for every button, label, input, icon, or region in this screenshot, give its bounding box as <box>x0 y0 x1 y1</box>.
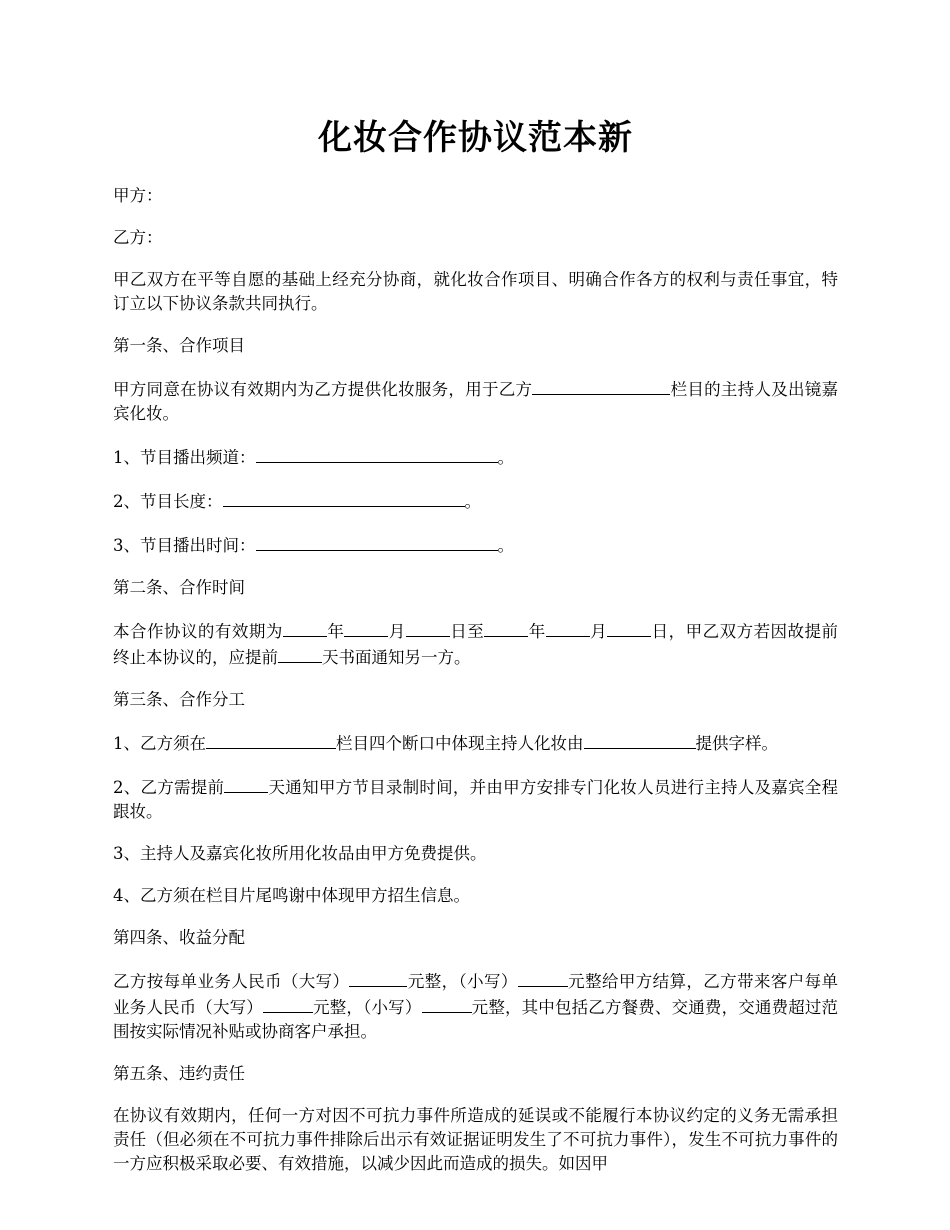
length-blank <box>223 488 465 507</box>
text: 天书面通知另一方。 <box>322 648 471 667</box>
article-1-text-end: 栏目的主持人及出镜嘉宾化妆。 <box>113 380 839 423</box>
start-year-blank <box>283 618 327 637</box>
text: 本合作协议的有效期为 <box>113 622 283 641</box>
party-a-line: 甲方： <box>113 186 163 205</box>
advance-days-blank <box>224 774 268 793</box>
amount-upper-blank <box>349 968 407 987</box>
client-amount-lower-blank <box>422 994 472 1013</box>
start-month-blank <box>344 618 388 637</box>
article-4-body <box>113 968 838 1044</box>
item-label: 3、节目播出时间： <box>113 536 256 555</box>
text: 元整，（小写） <box>407 972 518 991</box>
article-1-item-length <box>113 488 838 514</box>
notice-days-blank <box>278 644 322 663</box>
article-4-heading: 第四条、收益分配 <box>113 928 245 947</box>
day-to-label: 日至 <box>449 622 485 641</box>
text: 元整，其中包括乙方餐费、交通费，交通费超过范围按实际情况补贴或协商客户承担。 <box>113 998 839 1041</box>
start-day-blank <box>406 618 450 637</box>
provider-blank <box>584 730 696 749</box>
item-end: 。 <box>497 536 514 555</box>
month-label: 月 <box>388 622 406 641</box>
text: 提供字样。 <box>695 734 778 753</box>
text: 天通知甲方节目录制时间，并由甲方安排专门化妆人员进行主持人及嘉宾全程跟妆。 <box>113 778 839 821</box>
text: 栏目四个断口中体现主持人化妆由 <box>336 734 584 753</box>
text: 元整，（小写） <box>312 998 422 1017</box>
channel-blank <box>256 444 498 463</box>
amount-lower-blank <box>518 968 568 987</box>
item-end: 。 <box>497 448 514 467</box>
party-b-line: 乙方： <box>113 228 163 247</box>
article-1-heading: 第一条、合作项目 <box>113 336 245 355</box>
end-year-blank <box>484 618 528 637</box>
end-month-blank <box>546 618 590 637</box>
article-1-text-start: 甲方同意在协议有效期内为乙方提供化妆服务，用于乙方 <box>113 380 533 399</box>
article-3-item-3: 3、主持人及嘉宾化妆所用化妆品由甲方免费提供。 <box>113 844 487 863</box>
article-2-body <box>113 618 838 670</box>
intro-paragraph: 甲乙双方在平等自愿的基础上经充分协商，就化妆合作项目、明确合作各方的权利与责任事宜，特订立以下协议条款共同执行。 <box>113 270 838 313</box>
end-day-blank <box>607 618 651 637</box>
article-5-body: 在协议有效期内，任何一方对因不可抗力事件所造成的延误或不能履行本协议约定的义务无需承担责任（但必须在不可抗力事件排除后出示有效证据证明发生了不可抗力事件），发生不可抗力事件的一方应积极采取必要、有效措施，以减少因此而造成的损失。如因甲 <box>113 1106 838 1173</box>
article-5-heading: 第五条、违约责任 <box>113 1064 245 1083</box>
program-name-blank <box>532 376 670 395</box>
text: 元整给甲方结算，乙方带来客户每单业务人民币（大写） <box>113 972 839 1017</box>
month-label: 月 <box>589 622 608 641</box>
year-label: 年 <box>326 622 345 641</box>
article-1-item-channel <box>113 444 838 470</box>
article-2-heading: 第二条、合作时间 <box>113 578 245 597</box>
article-3-item-2 <box>113 774 838 824</box>
article-3-heading: 第三条、合作分工 <box>113 690 245 709</box>
article-3-item-4: 4、乙方须在栏目片尾鸣谢中体现甲方招生信息。 <box>113 886 470 905</box>
article-3-item-1 <box>113 730 838 756</box>
item-label: 1、节目播出频道： <box>113 448 256 467</box>
client-amount-upper-blank <box>263 994 313 1013</box>
year-label: 年 <box>528 622 546 641</box>
text: 乙方按每单业务人民币（大写） <box>113 972 350 991</box>
program-blank <box>206 730 336 749</box>
text: 日，甲乙双方若因故提前终止本协议的，应提前 <box>113 622 838 667</box>
article-1-item-time <box>113 532 838 558</box>
article-1-body <box>113 376 838 426</box>
item-end: 。 <box>464 492 481 511</box>
text: 1、乙方须在 <box>113 734 206 753</box>
text: 2、乙方需提前 <box>113 778 225 797</box>
airtime-blank <box>256 532 498 551</box>
item-label: 2、节目长度： <box>113 492 223 511</box>
document-title: 化妆合作协议范本新 <box>318 118 633 158</box>
